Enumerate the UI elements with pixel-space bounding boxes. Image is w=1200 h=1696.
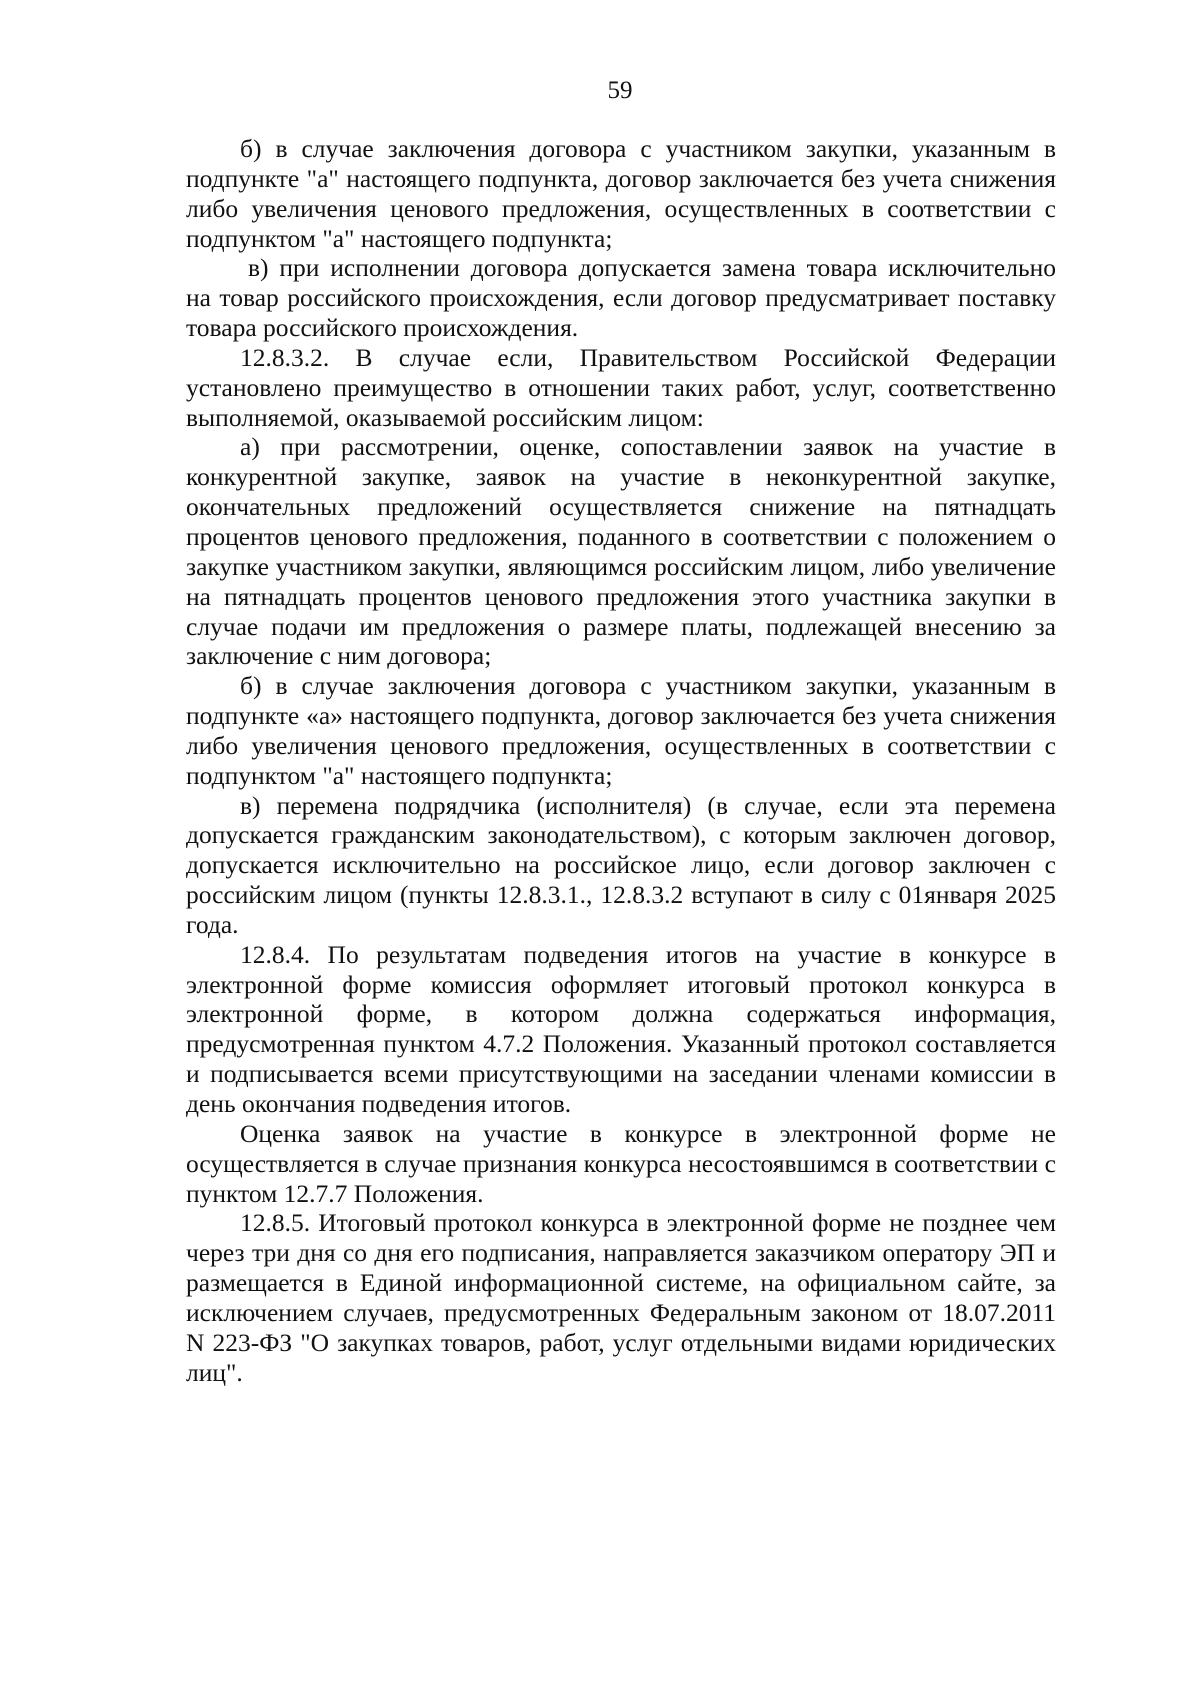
paragraph-12-8-4: 12.8.4. По результатам подведения итогов на участие в конкурсе в электронной форме комиссия оформляет итоговый протокол конкурса в электронной форме, в котором должна содержаться информация, предусмотренная пунктом 4.7.2 Положения. Указанный протокол составляется и подписывается всеми присутствующими на заседании членами комиссии в день окончания подведения итогов. [186,939,1056,1118]
paragraph-a-evaluation: а) при рассмотрении, оценке, сопоставлении заявок на участие в конкурентной закупке, заявок на участие в неконкурентной закупке, окончательных предложений осуществляется снижение на пятнадцать процентов ценового предложения, поданного в соответствии с положением о закупке участником закупки, являющимся российским лицом, либо увеличение на пятнадцать процентов ценового предложения этого участника закупки в случае подачи им предложения о размере платы, подлежащей внесению за заключение с ним договора; [186,432,1056,671]
paragraph-v-contractor-change: в) перемена подрядчика (исполнителя) (в случае, если эта перемена допускается гражданским законодательством), с которым заключен договор, допускается исключительно на российское лицо, если договор заключен с российским лицом (пункты 12.8.3.1., 12.8.3.2 вступают в силу с 01января 2025 года. [186,790,1056,939]
document-body [186,134,1056,1387]
paragraph-12-8-3-2: 12.8.3.2. В случае если, Правительством Российской Федерации установлено преимущество в отношении таких работ, услуг, соответственно выполняемой, оказываемой российским лицом: [186,342,1056,432]
page-number: 59 [607,77,633,104]
paragraph-b-contract-conclusion-2: б) в случае заключения договора с участником закупки, указанным в подпункте «а» настоящего подпункта, договор заключается без учета снижения либо увеличения ценового предложения, осуществленных в соответствии с подпунктом "а" настоящего подпункта; [186,671,1056,790]
paragraph-evaluation-not-performed: Оценка заявок на участие в конкурсе в электронной форме не осуществляется в случае признания конкурса несостоявшимся в соответствии с пунктом 12.7.7 Положения. [186,1118,1056,1208]
paragraph-b-contract-conclusion: б) в случае заключения договора с участником закупки, указанным в подпункте "а" настоящего подпункта, договор заключается без учета снижения либо увеличения ценового предложения, осуществленных в соответствии с подпунктом "а" настоящего подпункта; [186,134,1056,253]
paragraph-v-goods-replacement: в) при исполнении договора допускается замена товара исключительно на товар российского происхождения, если договор предусматривает поставку товара российского происхождения. [186,253,1056,343]
paragraph-12-8-5: 12.8.5. Итоговый протокол конкурса в электронной форме не позднее чем через три дня со дня его подписания, направляется заказчиком оператору ЭП и размещается в Единой информационной системе, на официальном сайте, за исключением случаев, предусмотренных Федеральным законом от 18.07.2011 N 223-ФЗ "О закупках товаров, работ, услуг отдельными видами юридических лиц". [186,1208,1056,1387]
